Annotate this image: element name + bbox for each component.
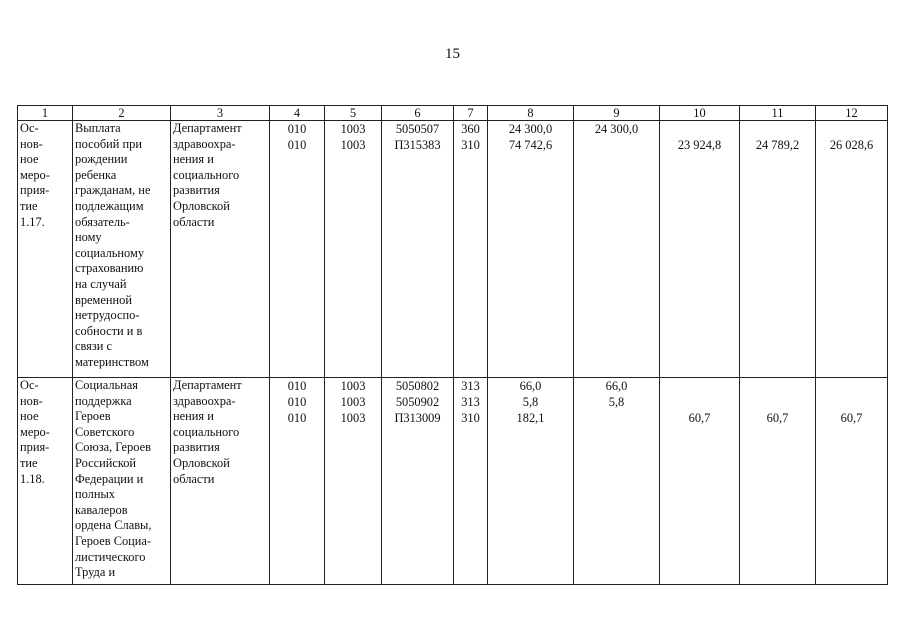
code-cell-6: 5050507 П315383	[382, 121, 454, 378]
amount-cell-10: 60,7	[660, 378, 740, 585]
column-header: 9	[574, 106, 660, 121]
code-cell-7: 313 313 310	[454, 378, 488, 585]
amount-cell-10: 23 924,8	[660, 121, 740, 378]
department-cell: Департамент здравоохра- нения и социального развития Орловской области	[171, 121, 270, 378]
column-header: 12	[816, 106, 888, 121]
amount-cell-9: 66,0 5,8	[574, 378, 660, 585]
amount-cell-12: 60,7	[816, 378, 888, 585]
page-number: 15	[445, 46, 460, 62]
column-header: 10	[660, 106, 740, 121]
activity-description-cell: Выплата пособий при рождении ребенка гражданам, не подлежащим обязатель- ному социальному страхованию на случай временной нетрудоспо- собности и в связи с материнством	[73, 121, 171, 378]
amount-cell-11: 24 789,2	[740, 121, 816, 378]
code-cell-4: 010 010	[270, 121, 325, 378]
table-row	[18, 378, 888, 585]
budget-table	[17, 105, 888, 585]
activity-description-cell: Социальная поддержка Героев Советского Союза, Героев Российской Федерации и полных кавалеров ордена Славы, Героев Социа- листического Труда и	[73, 378, 171, 585]
amount-cell-12: 26 028,6	[816, 121, 888, 378]
code-cell-5: 1003 1003 1003	[325, 378, 382, 585]
column-header: 5	[325, 106, 382, 121]
table-row	[18, 121, 888, 378]
column-header: 3	[171, 106, 270, 121]
code-cell-6: 5050802 5050902 П313009	[382, 378, 454, 585]
column-header: 1	[18, 106, 73, 121]
code-cell-5: 1003 1003	[325, 121, 382, 378]
activity-number-cell: Ос- нов- ное меро- прия- тие 1.17.	[18, 121, 73, 378]
amount-cell-8: 66,0 5,8 182,1	[488, 378, 574, 585]
code-cell-4: 010 010 010	[270, 378, 325, 585]
amount-cell-9: 24 300,0	[574, 121, 660, 378]
code-cell-7: 360 310	[454, 121, 488, 378]
amount-cell-11: 60,7	[740, 378, 816, 585]
department-cell: Департамент здравоохра- нения и социального развития Орловской области	[171, 378, 270, 585]
column-header: 8	[488, 106, 574, 121]
column-header: 11	[740, 106, 816, 121]
header-row	[18, 106, 888, 121]
column-header: 6	[382, 106, 454, 121]
column-header: 7	[454, 106, 488, 121]
amount-cell-8: 24 300,0 74 742,6	[488, 121, 574, 378]
activity-number-cell: Ос- нов- ное меро- прия- тие 1.18.	[18, 378, 73, 585]
column-header: 2	[73, 106, 171, 121]
column-header: 4	[270, 106, 325, 121]
